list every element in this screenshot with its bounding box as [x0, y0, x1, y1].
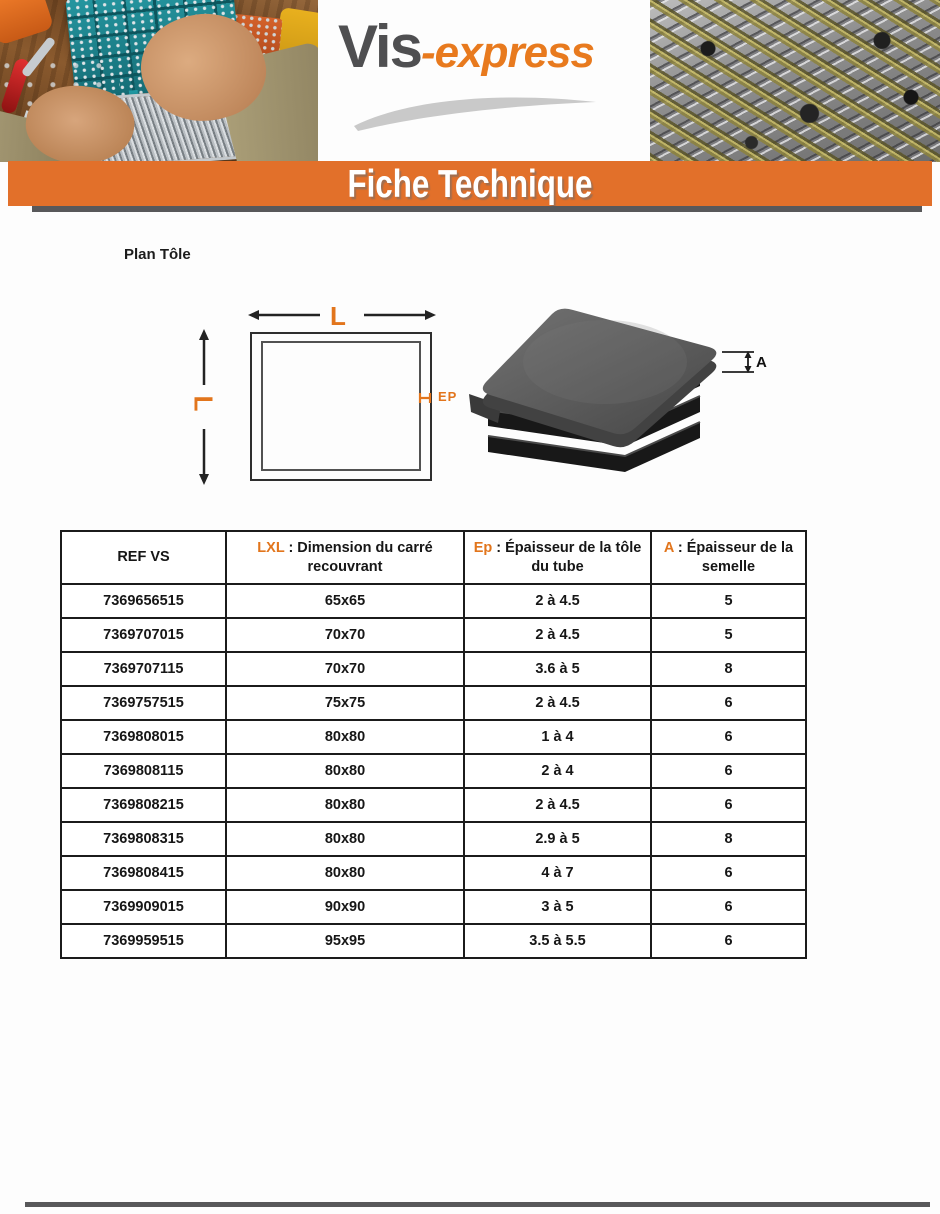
section-label: Plan Tôle: [124, 246, 191, 263]
cell-dimension: 80x80: [226, 754, 464, 788]
cell-ref: 7369808015: [61, 720, 226, 754]
cell-dimension: 80x80: [226, 856, 464, 890]
base-thickness-arrow-icon: [742, 351, 754, 373]
table-row: [61, 720, 806, 754]
title-banner: [8, 161, 932, 206]
col-header-prefix: A: [663, 539, 674, 556]
cell-ref: 7369707115: [61, 652, 226, 686]
logo-word-vis: Vis: [338, 13, 421, 80]
cell-wall-thickness: 2 à 4: [464, 754, 651, 788]
cell-dimension: 75x75: [226, 686, 464, 720]
col-header-text: : Épaisseur de la semelle: [673, 539, 794, 575]
cell-ref: 7369808115: [61, 754, 226, 788]
col-header-text: : Épaisseur de la tôle du tube: [492, 539, 642, 575]
width-dimension-label: L: [330, 301, 346, 331]
cell-dimension: 95x95: [226, 924, 464, 958]
cell-base-thickness: 8: [651, 652, 806, 686]
cell-wall-thickness: 4 à 7: [464, 856, 651, 890]
col-header-text: REF VS: [117, 549, 170, 566]
cell-wall-thickness: 3.6 à 5: [464, 652, 651, 686]
logo-text: [338, 12, 668, 81]
cell-base-thickness: 5: [651, 618, 806, 652]
table-row: [61, 618, 806, 652]
table-row: [61, 890, 806, 924]
cell-base-thickness: 6: [651, 856, 806, 890]
col-header-ref: [61, 531, 226, 584]
cell-wall-thickness: 2 à 4.5: [464, 618, 651, 652]
vis-express-logo: [338, 12, 668, 152]
cell-wall-thickness: 2.9 à 5: [464, 822, 651, 856]
workbench-photo: [0, 0, 318, 162]
table-row: [61, 822, 806, 856]
spec-table: [60, 530, 807, 959]
cell-wall-thickness: 2 à 4.5: [464, 788, 651, 822]
cell-dimension: 80x80: [226, 720, 464, 754]
end-cap-product-image: [455, 290, 775, 500]
cell-ref: 7369808315: [61, 822, 226, 856]
col-header-text: : Dimension du carré recouvrant: [284, 539, 433, 575]
table-row: [61, 856, 806, 890]
cell-wall-thickness: 3 à 5: [464, 890, 651, 924]
spec-table-body: [61, 584, 806, 958]
col-header-prefix: LXL: [257, 539, 285, 556]
col-header-prefix: Ep: [473, 539, 493, 556]
cell-dimension: 80x80: [226, 788, 464, 822]
table-row: [61, 686, 806, 720]
cell-wall-thickness: 1 à 4: [464, 720, 651, 754]
logo-word-express: -express: [420, 28, 594, 77]
cell-ref: 7369656515: [61, 584, 226, 618]
base-thickness-label: A: [756, 354, 767, 371]
cell-base-thickness: 6: [651, 890, 806, 924]
footer-rule: [25, 1202, 930, 1207]
cell-dimension: 90x90: [226, 890, 464, 924]
table-row: [61, 754, 806, 788]
height-dimension-label: L: [188, 395, 219, 412]
cell-wall-thickness: 3.5 à 5.5: [464, 924, 651, 958]
cell-ref: 7369808415: [61, 856, 226, 890]
cell-base-thickness: 6: [651, 754, 806, 788]
spec-table-header-row: [61, 531, 806, 584]
table-row: [61, 652, 806, 686]
cell-base-thickness: 6: [651, 924, 806, 958]
screws-pile-photo: [650, 0, 940, 162]
table-row: [61, 584, 806, 618]
cell-ref: 7369808215: [61, 788, 226, 822]
page-title: Fiche Technique: [347, 161, 593, 206]
tube-outline-outer: [250, 332, 432, 481]
tube-outline-inner: [261, 341, 421, 471]
cell-ref: 7369959515: [61, 924, 226, 958]
col-header-lxl: [226, 531, 464, 584]
cell-ref: 7369909015: [61, 890, 226, 924]
table-row: [61, 924, 806, 958]
cell-ref: 7369757515: [61, 686, 226, 720]
banner-underline: [32, 206, 922, 212]
col-header-a: [651, 531, 806, 584]
cell-wall-thickness: 2 à 4.5: [464, 584, 651, 618]
col-header-ep: [464, 531, 651, 584]
cell-base-thickness: 6: [651, 720, 806, 754]
cell-dimension: 80x80: [226, 822, 464, 856]
cell-wall-thickness: 2 à 4.5: [464, 686, 651, 720]
cell-base-thickness: 5: [651, 584, 806, 618]
table-row: [61, 788, 806, 822]
cell-base-thickness: 6: [651, 686, 806, 720]
cell-ref: 7369707015: [61, 618, 226, 652]
cell-base-thickness: 6: [651, 788, 806, 822]
cell-dimension: 65x65: [226, 584, 464, 618]
cell-dimension: 70x70: [226, 618, 464, 652]
wall-thickness-marker-icon: [417, 392, 433, 404]
logo-swoosh-icon: [350, 90, 600, 134]
wall-thickness-label: EP: [438, 389, 458, 404]
cell-dimension: 70x70: [226, 652, 464, 686]
cell-base-thickness: 8: [651, 822, 806, 856]
